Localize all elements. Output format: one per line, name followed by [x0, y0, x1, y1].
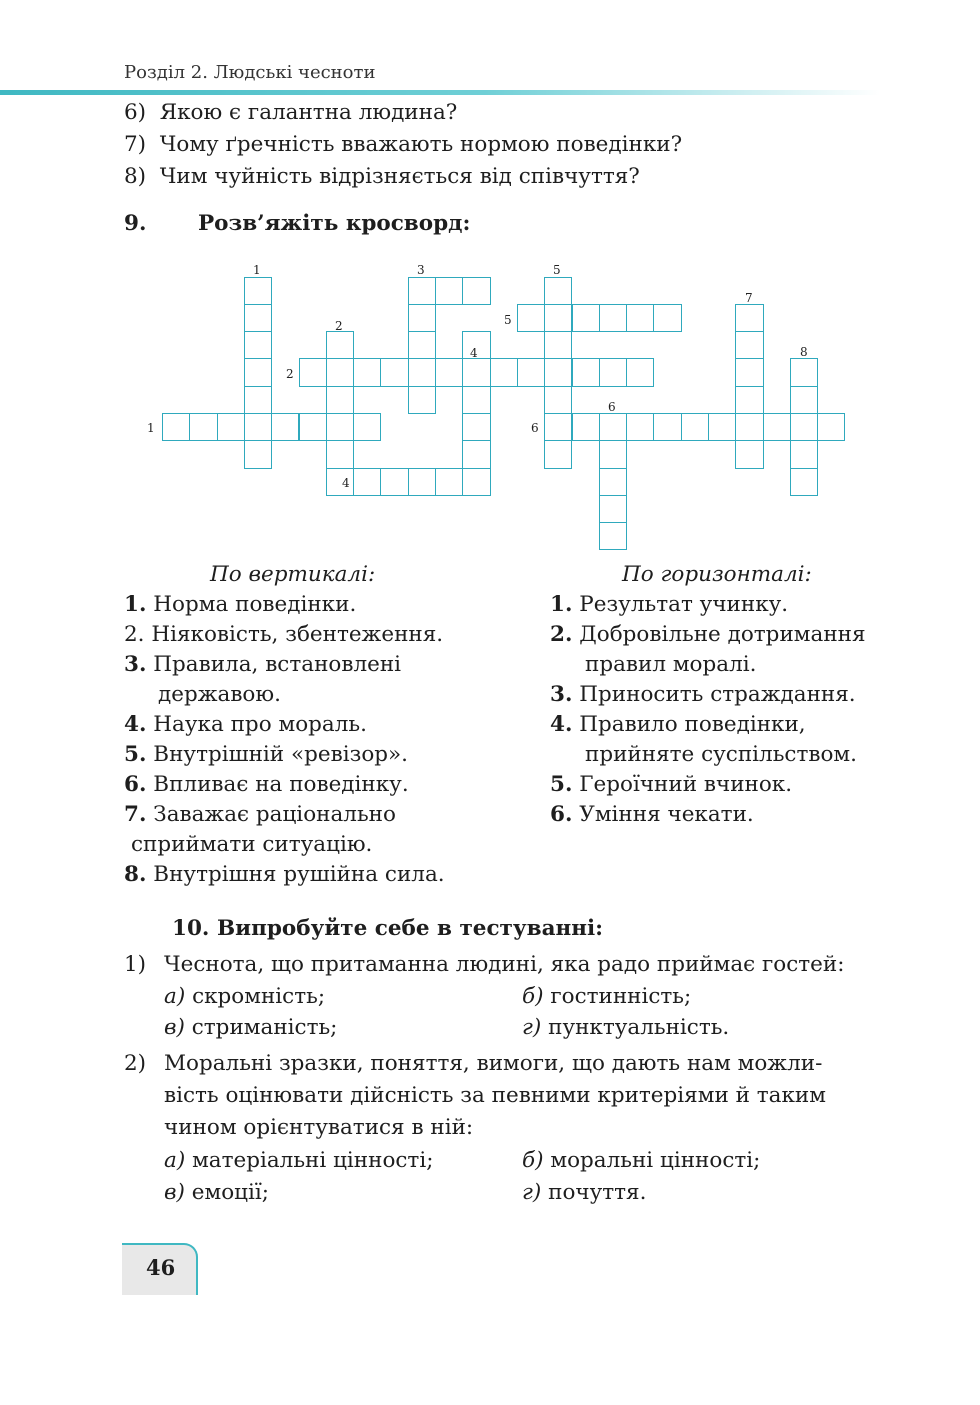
crossword-cell[interactable]	[544, 413, 572, 441]
test-2-question-line: чином орієнтуватися в ній:	[164, 1115, 474, 1140]
crossword-cell[interactable]	[544, 386, 572, 414]
crossword-cell[interactable]	[299, 413, 327, 441]
crossword-cell[interactable]	[217, 413, 245, 441]
crossword-cell[interactable]	[326, 413, 354, 441]
crossword-cell[interactable]	[299, 358, 327, 386]
question-8: 8) Чим чуйність відрізняється від співчуття?	[124, 164, 640, 189]
crossword-cell[interactable]	[353, 358, 381, 386]
vertical-clue: 7. Заважає раціонально	[124, 802, 396, 827]
crossword-cell[interactable]	[626, 304, 654, 332]
crossword-cell[interactable]	[380, 358, 408, 386]
crossword-cell[interactable]	[735, 413, 763, 441]
vertical-clue-continuation: державою.	[158, 682, 281, 707]
crossword-cell[interactable]	[462, 413, 490, 441]
crossword-cell[interactable]	[572, 304, 600, 332]
crossword-cell[interactable]	[462, 468, 490, 496]
test-2-number: 2)	[124, 1051, 147, 1076]
crossword-cell[interactable]	[271, 413, 299, 441]
crossword-clue-number: 4	[342, 476, 350, 490]
horizontal-clue: 5. Героїчний вчинок.	[550, 772, 793, 797]
running-header: Розділ 2. Людські чесноти	[124, 62, 376, 83]
crossword-cell[interactable]	[790, 386, 818, 414]
crossword-clue-number: 4	[470, 346, 478, 360]
test-option: г) почуття.	[522, 1180, 647, 1205]
crossword-cell[interactable]	[244, 358, 272, 386]
crossword-cell[interactable]	[626, 413, 654, 441]
test-option: в) стриманість;	[164, 1015, 338, 1040]
test-option: а) матеріальні цінності;	[164, 1148, 434, 1173]
vertical-clue: 6. Впливає на поведінку.	[124, 772, 409, 797]
crossword-clue-number: 5	[504, 313, 512, 327]
crossword-cell[interactable]	[326, 440, 354, 468]
crossword-cell[interactable]	[790, 358, 818, 386]
crossword-clue-number: 6	[531, 421, 539, 435]
crossword-cell[interactable]	[326, 331, 354, 359]
crossword-cell[interactable]	[490, 358, 518, 386]
test-2-question-line: вість оцінювати дійсність за певними критеріями й таким	[164, 1083, 826, 1108]
crossword-cell[interactable]	[517, 304, 545, 332]
page-number: 46	[146, 1255, 176, 1280]
vertical-clue: 2. Ніяковість, збентеження.	[124, 622, 444, 647]
crossword-cell[interactable]	[462, 440, 490, 468]
crossword-cell[interactable]	[735, 358, 763, 386]
crossword-cell[interactable]	[653, 413, 681, 441]
crossword-cell[interactable]	[817, 413, 845, 441]
crossword-cell[interactable]	[790, 440, 818, 468]
crossword-cell[interactable]	[735, 440, 763, 468]
crossword-cell[interactable]	[408, 304, 436, 332]
crossword-cell[interactable]	[599, 495, 627, 523]
test-1-question: Чеснота, що притаманна людині, яка радо приймає гостей:	[164, 952, 845, 977]
crossword-clue-number: 2	[286, 367, 294, 381]
vertical-clue-continuation: сприймати ситуацію.	[131, 832, 373, 857]
crossword-cell[interactable]	[544, 358, 572, 386]
crossword-cell[interactable]	[244, 440, 272, 468]
crossword-cell[interactable]	[244, 331, 272, 359]
crossword-cell[interactable]	[599, 304, 627, 332]
crossword-cell[interactable]	[408, 277, 436, 305]
crossword-cell[interactable]	[353, 413, 381, 441]
vertical-clue: 8. Внутрішня рушійна сила.	[124, 862, 445, 887]
crossword-cell[interactable]	[408, 468, 436, 496]
vertical-heading: По вертикалі:	[210, 562, 376, 587]
crossword-cell[interactable]	[763, 413, 791, 441]
horizontal-clue: 2. Добровільне дотримання	[550, 622, 866, 647]
crossword-cell[interactable]	[244, 386, 272, 414]
vertical-clue: 5. Внутрішній «ревізор».	[124, 742, 409, 767]
crossword-clue-number: 6	[608, 400, 616, 414]
crossword-cell[interactable]	[626, 358, 654, 386]
crossword-clue-number: 7	[745, 291, 753, 305]
test-option: б) моральні цінності;	[522, 1148, 761, 1173]
crossword-cell[interactable]	[544, 304, 572, 332]
crossword-cell[interactable]	[572, 358, 600, 386]
test-1-number: 1)	[124, 952, 147, 977]
crossword-cell[interactable]	[244, 277, 272, 305]
horizontal-clue-continuation: прийняте суспільством.	[585, 742, 857, 767]
crossword-cell[interactable]	[326, 358, 354, 386]
crossword-cell[interactable]	[544, 440, 572, 468]
test-option: в) емоції;	[164, 1180, 269, 1205]
vertical-clue: 1. Норма поведінки.	[124, 592, 357, 617]
crossword-cell[interactable]	[326, 386, 354, 414]
test-option: б) гостинність;	[522, 984, 692, 1009]
crossword-cell[interactable]	[681, 413, 709, 441]
test-2-question-line: Моральні зразки, поняття, вимоги, що дають нам можли-	[164, 1051, 823, 1076]
question-6: 6) Якою є галантна людина?	[124, 100, 458, 125]
vertical-clue: 3. Правила, встановлені	[124, 652, 402, 677]
horizontal-clue-continuation: правил моралі.	[585, 652, 757, 677]
crossword-cell[interactable]	[435, 277, 463, 305]
crossword-cell[interactable]	[435, 468, 463, 496]
crossword-clue-number: 8	[800, 345, 808, 359]
horizontal-clue: 4. Правило поведінки,	[550, 712, 806, 737]
crossword-cell[interactable]	[735, 304, 763, 332]
crossword-cell[interactable]	[735, 386, 763, 414]
crossword-cell[interactable]	[599, 468, 627, 496]
crossword-clue-number: 1	[147, 421, 155, 435]
crossword-cell[interactable]	[353, 468, 381, 496]
test-option: а) скромність;	[164, 984, 326, 1009]
crossword-cell[interactable]	[790, 468, 818, 496]
crossword-cell[interactable]	[462, 386, 490, 414]
crossword-cell[interactable]	[189, 413, 217, 441]
crossword-cell[interactable]	[244, 413, 272, 441]
crossword-clue-number: 1	[253, 263, 261, 277]
crossword-clue-number: 5	[553, 263, 561, 277]
crossword-cell[interactable]	[572, 413, 600, 441]
crossword-clue-number: 3	[417, 263, 425, 277]
question-7: 7) Чому ґречність вважають нормою поведінки?	[124, 132, 683, 157]
crossword-cell[interactable]	[790, 413, 818, 441]
horizontal-clue: 3. Приносить страждання.	[550, 682, 856, 707]
vertical-clue: 4. Наука про мораль.	[124, 712, 367, 737]
crossword-cell[interactable]	[517, 358, 545, 386]
horizontal-clue: 1. Результат учинку.	[550, 592, 789, 617]
crossword-cell[interactable]	[735, 331, 763, 359]
crossword-cell[interactable]	[162, 413, 190, 441]
crossword-cell[interactable]	[244, 304, 272, 332]
crossword-clue-number: 2	[335, 319, 343, 333]
crossword-cell[interactable]	[544, 277, 572, 305]
task-9-title: Розв’яжіть кросворд:	[198, 211, 471, 236]
crossword-cell[interactable]	[408, 386, 436, 414]
crossword-cell[interactable]	[408, 358, 436, 386]
crossword-cell[interactable]	[708, 413, 736, 441]
crossword-cell[interactable]	[462, 358, 490, 386]
horizontal-heading: По горизонталі:	[622, 562, 812, 587]
crossword-cell[interactable]	[599, 413, 627, 441]
task-10-title: Випробуйте себе в тестуванні:	[217, 916, 604, 941]
crossword-cell[interactable]	[544, 331, 572, 359]
crossword-cell[interactable]	[599, 440, 627, 468]
task-10-number: 10.	[172, 916, 210, 941]
task-9-number: 9.	[124, 211, 147, 236]
crossword-cell[interactable]	[408, 331, 436, 359]
crossword-cell[interactable]	[380, 468, 408, 496]
crossword-cell[interactable]	[599, 522, 627, 550]
header-rule	[0, 90, 880, 95]
crossword-cell[interactable]	[462, 277, 490, 305]
crossword-cell[interactable]	[435, 358, 463, 386]
crossword-cell[interactable]	[653, 304, 681, 332]
test-option: г) пунктуальність.	[522, 1015, 730, 1040]
horizontal-clue: 6. Уміння чекати.	[550, 802, 754, 827]
crossword-cell[interactable]	[599, 358, 627, 386]
